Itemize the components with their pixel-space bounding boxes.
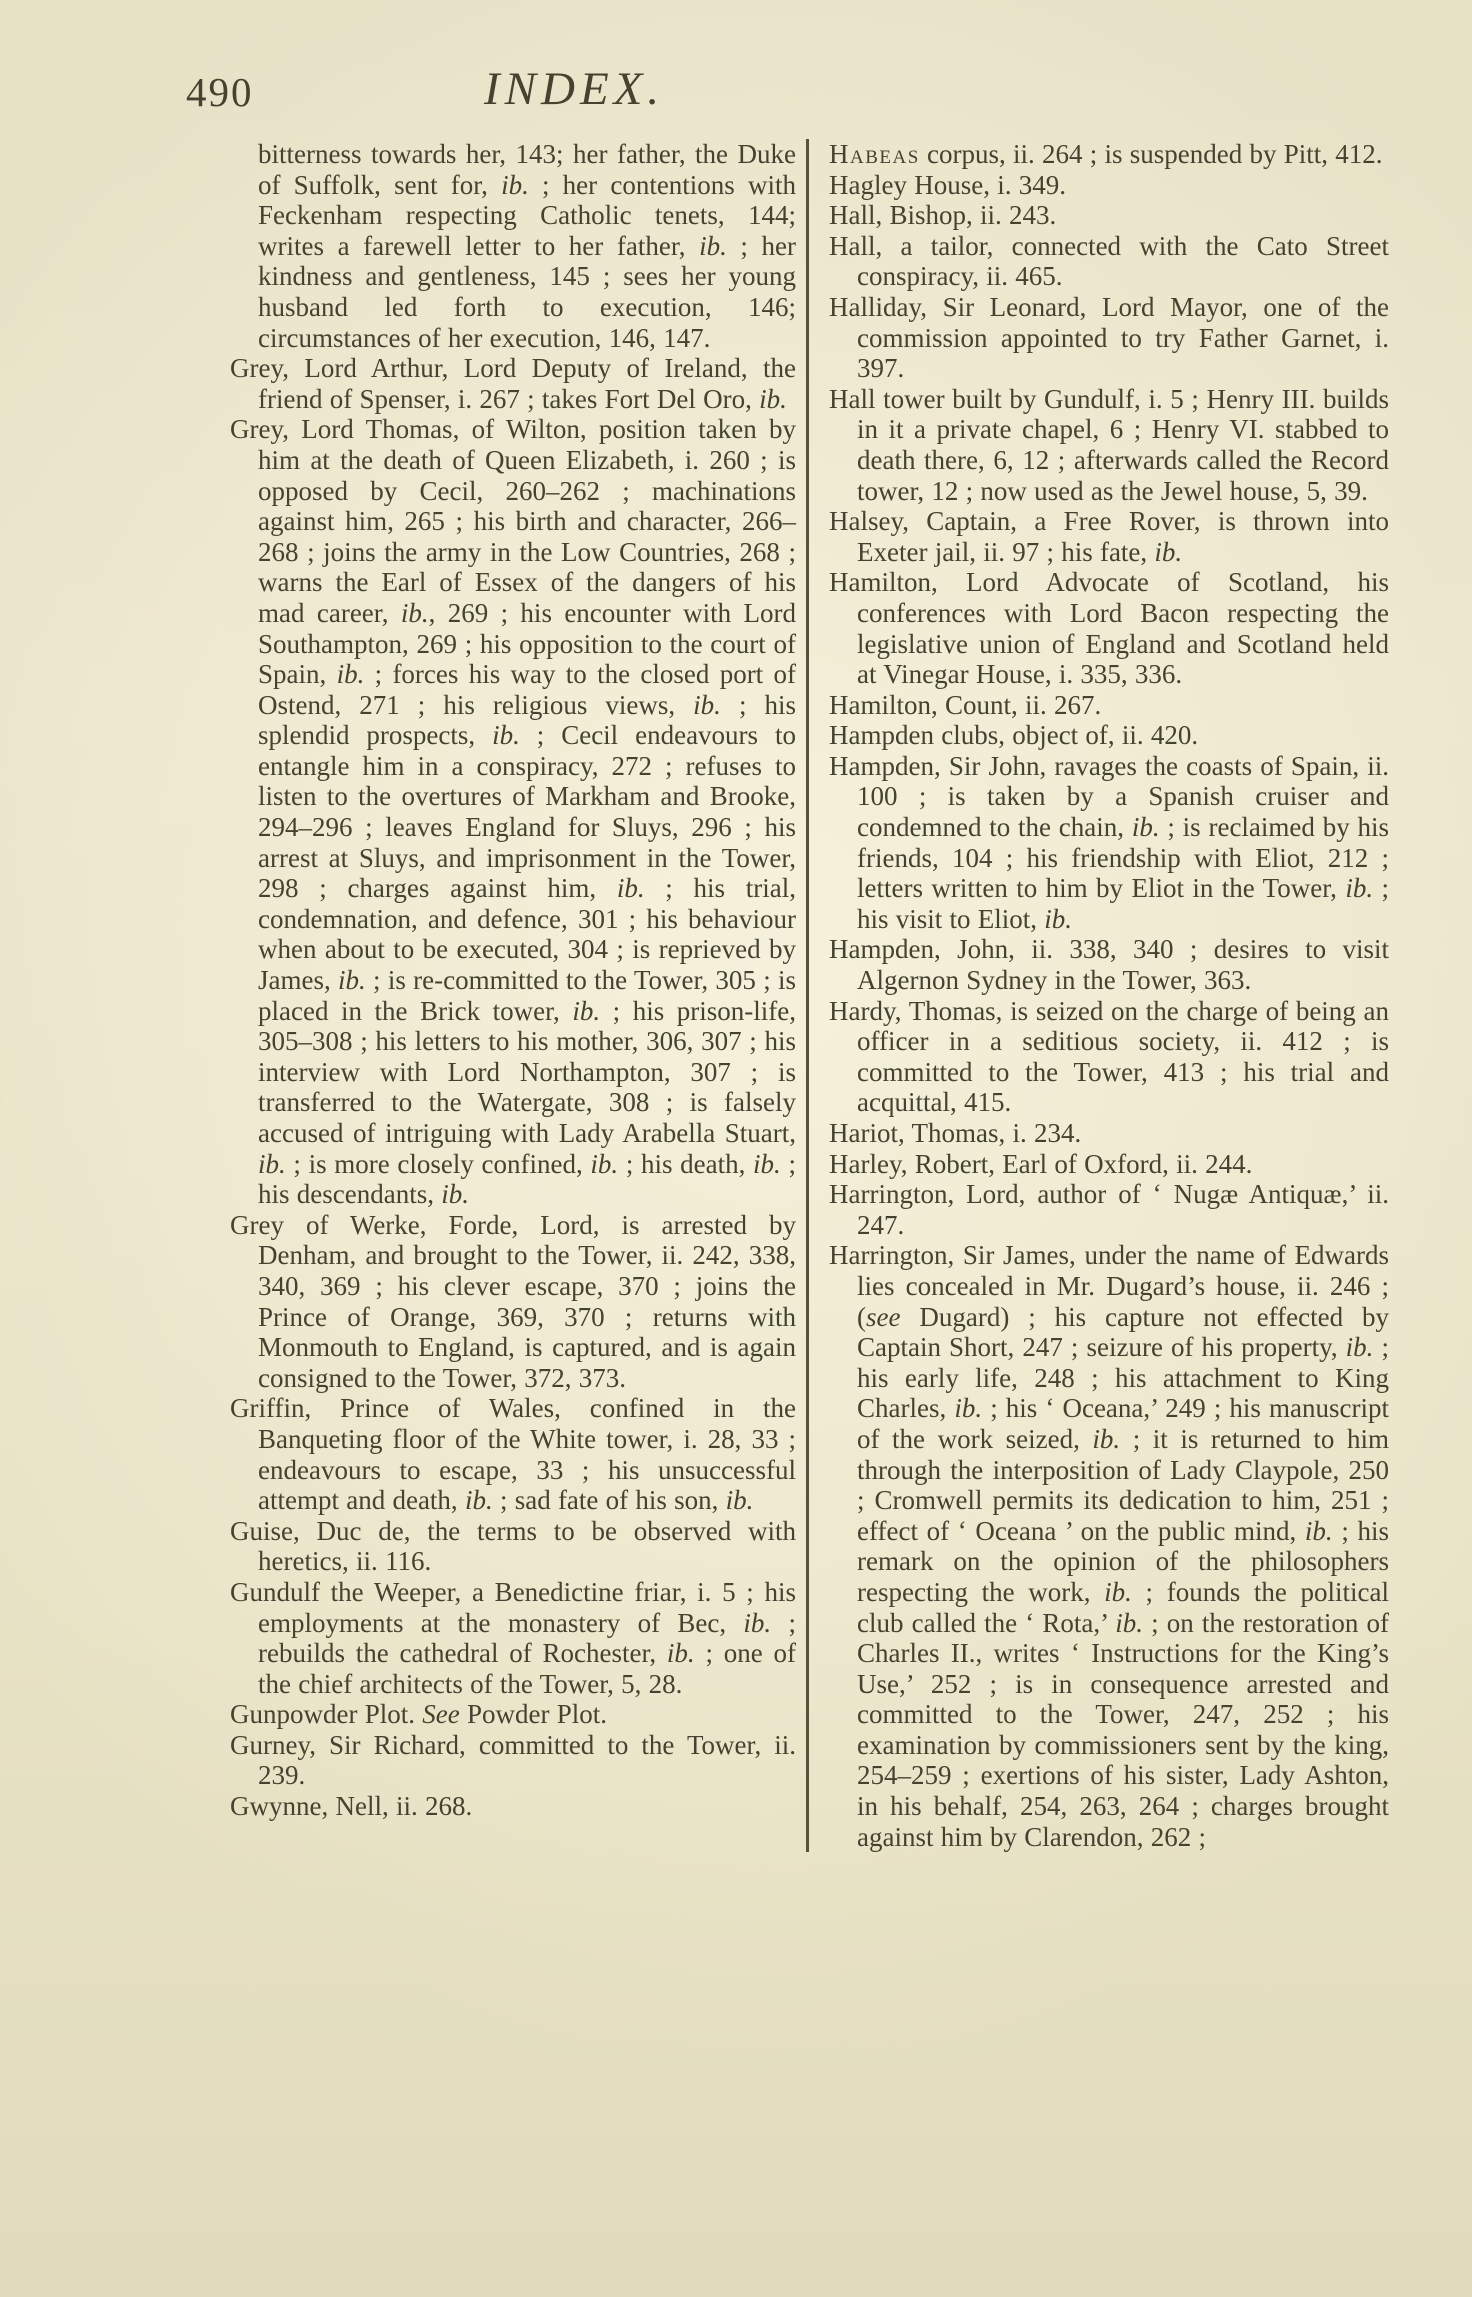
index-entry: Grey of Werke, Forde, Lord, is arrested by Denham, and brought to the Tower, ii. 242, 338, 340, 369 ; his clever escape, 370 ; joins the Prince of Orange, 369, 370 ; returns with Monmouth to England, is captured, and is again consigned to the Tower, 372, 373. xyxy=(230,1209,796,1393)
index-entry: Grey, Lord Arthur, Lord Deputy of Ireland, the friend of Spenser, i. 267 ; takes Fort Del Oro, ib. xyxy=(230,353,796,414)
index-entry: Hall, a tailor, connected with the Cato Street conspiracy, ii. 465. xyxy=(829,230,1389,292)
index-entry: Grey, Lord Thomas, of Wilton, position taken by him at the death of Queen Elizabeth, i. 260 ; is opposed by Cecil, 260–262 ; machinations against him, 265 ; his birth and character, 266–268 ; joins the army in the Low Countries, 268 ; warns the Earl of Essex of the dangers of his mad career, ib., 269 ; his encounter with Lord Southampton, 269 ; his opposition to the court of Spain, ib. ; forces his way to the closed port of Ostend, 271 ; his religious views, ib. ; his splendid prospects, ib. ; Cecil endeavours to entangle him in a conspiracy, 272 ; refuses to listen to the overtures of Markham and Brooke, 294–296 ; leaves England for Sluys, 296 ; his arrest at Sluys, and imprisonment in the Tower, 298 ; charges against him, ib. ; his trial, condemnation, and defence, 301 ; his behaviour when about to be executed, 304 ; is reprieved by James, ib. ; is re-committed to the Tower, 305 ; is placed in the Brick tower, ib. ; his prison-life, 305–308 ; his letters to his mother, 306, 307 ; his interview with Lord Northampton, 307 ; is transferred to the Watergate, 308 ; is falsely accused of intriguing with Lady Arabella Stuart, ib. ; is more closely confined, ib. ; his death, ib. ; his descendants, ib. xyxy=(230,414,796,1210)
index-entry: Harrington, Lord, author of ‘ Nugæ Antiquæ,’ ii. 247. xyxy=(829,1179,1389,1240)
index-entry: Harley, Robert, Earl of Oxford, ii. 244. xyxy=(829,1148,1253,1179)
column-divider-rule xyxy=(806,139,809,1852)
page-number: 490 xyxy=(186,69,254,115)
index-entry: Gundulf the Weeper, a Benedictine friar, i. 5 ; his employments at the monastery of Bec, ib. ; rebuilds the cathedral of Rochester, ib. ; one of the chief architects of the Tower, 5, 28. xyxy=(230,1576,796,1699)
index-entry: Harrington, Sir James, under the name of Edwards lies concealed in Mr. Dugard’s house, ii. 246 ; (see Dugard) ; his capture not effected by Captain Short, 247 ; seizure of his property, ib. ; his early life, 248 ; his attachment to King Charles, ib. ; his ‘ Oceana,’ 249 ; his manuscript of the work seized, ib. ; it is returned to him through the interposition of Lady Claypole, 250 ; Cromwell permits its dedication to him, 251 ; effect of ‘ Oceana ’ on the public mind, ib. ; his remark on the opinion of the philosophers respecting the work, ib. ; founds the political club called the ‘ Rota,’ ib. ; on the restoration of Charles II., writes ‘ Instructions for the King’s Use,’ 252 ; is in consequence arrested and committed to the Tower, 247, 252 ; his examination by commissioners sent by the king, 254–259 ; exertions of his sister, Lady Ashton, in his behalf, 254, 263, 264 ; charges brought against him by Clarendon, 262 ; xyxy=(829,1240,1389,1852)
index-entry: Halliday, Sir Leonard, Lord Mayor, one of the commission appointed to try Father Garnet, i. 397. xyxy=(829,291,1389,384)
index-entry: Hamilton, Count, ii. 267. xyxy=(829,689,1102,720)
index-column-left xyxy=(230,139,796,1852)
index-entry: Hariot, Thomas, i. 234. xyxy=(829,1118,1082,1148)
index-entry: Hall, Bishop, ii. 243. xyxy=(829,200,1057,231)
index-entry: Hall tower built by Gundulf, i. 5 ; Henry III. builds in it a private chapel, 6 ; Henry VI. stabbed to death there, 6, 12 ; afterwards called the Record tower, 12 ; now used as the Jewel house, 5, 39. xyxy=(829,383,1389,506)
index-entry: Hampden, Sir John, ravages the coasts of Spain, ii. 100 ; is taken by a Spanish cruiser and condemned to the chain, ib. ; is reclaimed by his friends, 104 ; his friendship with Eliot, 212 ; letters written to him by Eliot in the Tower, ib. ; his visit to Eliot, ib. xyxy=(829,750,1389,934)
index-entry: Guise, Duc de, the terms to be observed with heretics, ii. 116. xyxy=(230,1515,796,1577)
index-entry: Hampden, John, ii. 338, 340 ; desires to visit Algernon Sydney in the Tower, 363. xyxy=(829,934,1389,996)
index-entry: bitterness towards her, 143; her father, the Duke of Suffolk, sent for, ib. ; her contentions with Feckenham respecting Catholic tenets, 144; writes a farewell letter to her father, ib. ; her kindness and gentleness, 145 ; sees her young husband led forth to execution, 146; circumstances of her execution, 146, 147. xyxy=(258,139,796,353)
index-entry: Hamilton, Lord Advocate of Scotland, his conferences with Lord Bacon respecting the legislative union of England and Scotland held at Vinegar House, i. 335, 336. xyxy=(829,567,1389,690)
index-entry: Hardy, Thomas, is seized on the charge of being an officer in a seditious society, ii. 412 ; is committed to the Tower, 413 ; his trial and acquittal, 415. xyxy=(829,995,1389,1118)
index-entry: Griffin, Prince of Wales, confined in the Banqueting floor of the White tower, i. 28, 33 ; endeavours to escape, 33 ; his unsuccessful attempt and death, ib. ; sad fate of his son, ib. xyxy=(230,1393,796,1516)
index-entry: Habeas corpus, ii. 264 ; is suspended by Pitt, 412. xyxy=(829,139,1383,169)
index-entry: Hagley House, i. 349. xyxy=(829,169,1066,200)
index-entry: Gunpowder Plot. See Powder Plot. xyxy=(230,1699,607,1730)
index-entry: Gwynne, Nell, ii. 268. xyxy=(230,1791,473,1822)
index-entry: Hampden clubs, object of, ii. 420. xyxy=(829,720,1199,751)
index-entry: Gurney, Sir Richard, committed to the Tower, ii. 239. xyxy=(230,1729,796,1791)
index-columns xyxy=(230,139,1392,1852)
index-entry: Halsey, Captain, a Free Rover, is thrown into Exeter jail, ii. 97 ; his fate, ib. xyxy=(829,506,1389,567)
running-head-title: INDEX. xyxy=(484,63,665,115)
index-column-right xyxy=(829,139,1389,1852)
